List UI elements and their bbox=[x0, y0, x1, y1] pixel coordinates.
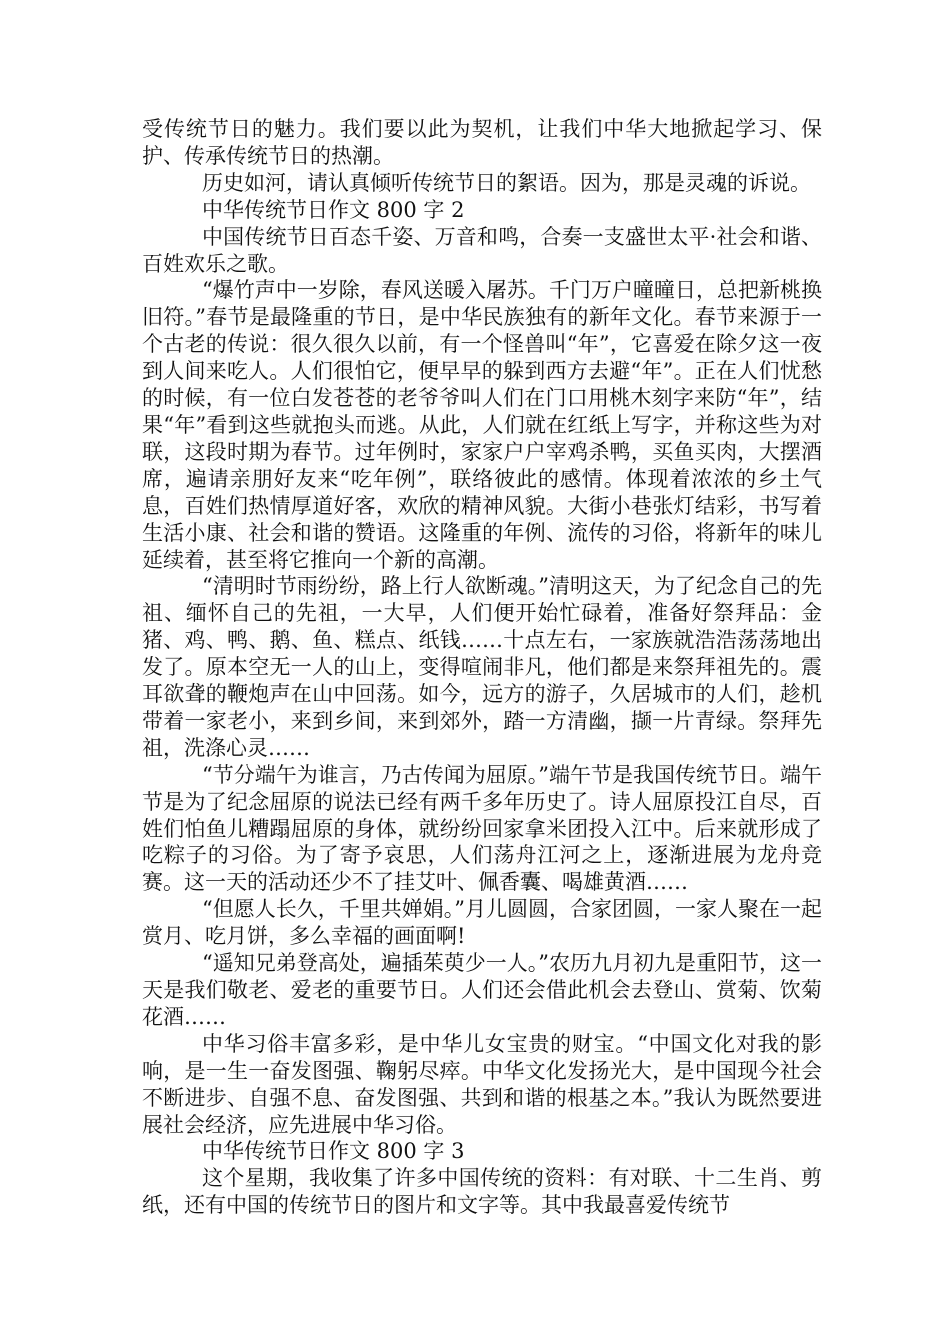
paragraph: “清明时节雨纷纷，路上行人欲断魂。”清明这天，为了纪念自己的先祖、缅怀自己的先祖，一大早，人们便开始忙碌着，准备好祭拜品：金猪、鸡、鸭、鹅、鱼、糕点、纸钱……十点左右，一家族就浩浩荡荡地出发了。原本空无一人的山上，变得喧闹非凡，他们都是来祭拜祖先的。震耳欲聋的鞭炮声在山中回荡。如今，远方的游子，久居城市的人们，趁机带着一家老小，来到乡间，来到郊外，踏一方清幽，撷一片青绿。祭拜先祖，洗涤心灵…… bbox=[142, 574, 822, 760]
paragraph: 中国传统节日百态千姿、万音和鸣，合奏一支盛世太平·社会和谐、百姓欢乐之歌。 bbox=[142, 224, 822, 276]
paragraph: 历史如河，请认真倾听传统节日的絮语。因为，那是灵魂的诉说。 bbox=[202, 170, 811, 195]
paragraph: 这个星期，我收集了许多中国传统的资料：有对联、十二生肖、剪纸，还有中国的传统节日的图片和文字等。其中我最喜爱传统节 bbox=[142, 1166, 822, 1218]
paragraph: 中华习俗丰富多彩，是中华儿女宝贵的财宝。“中国文化对我的影响，是一生一奋发图强、鞠躬尽瘁。中华文化发扬光大，是中国现今社会不断进步、自强不息、奋发图强、共到和谐的根基之本。”我认为既然要进展社会经济，应先进展中华习俗。 bbox=[142, 1031, 822, 1137]
paragraph: “遥知兄弟登高处，遍插茱萸少一人。”农历九月初九是重阳节，这一天是我们敬老、爱老的重要节日。人们还会借此机会去登山、赏菊、饮菊花酒…… bbox=[142, 951, 822, 1029]
paragraph: “爆竹声中一岁除，春风送暖入屠苏。千门万户曈曈日，总把新桃换旧符。”春节是最隆重的节日，是中华民族独有的新年文化。春节来源于一个古老的传说：很久很久以前，有一个怪兽叫“年”，它喜爱在除夕这一夜到人间来吃人。人们很怕它，便早早的躲到西方去避“年”。正在人们忧愁的时候，有一位白发苍苍的老爷爷叫人们在门口用桃木刻字来防“年”，结果“年”看到这些就抱头而逃。从此，人们就在红纸上写字，并称这些为对联，这段时期为春节。过年例时，家家户户宰鸡杀鸭，买鱼买肉，大摆酒席，遍请亲朋好友来“吃年例”，联络彼此的感情。体现着浓浓的乡土气息，百姓们热情厚道好客，欢欣的精神风貌。大街小巷张灯结彩，书写着生活小康、社会和谐的赞语。这隆重的年例、流传的习俗，将新年的味儿延续着，甚至将它推向一个新的高潮。 bbox=[142, 278, 822, 572]
section-heading: 中华传统节日作文 800 字 3 bbox=[202, 1139, 465, 1164]
section-heading: 中华传统节日作文 800 字 2 bbox=[202, 197, 465, 222]
paragraph: “节分端午为谁言，乃古传闻为屈原。”端午节是我国传统节日。端午节是为了纪念屈原的说法已经有两千多年历史了。诗人屈原投江自尽，百姓们怕鱼儿糟蹋屈原的身体，就纷纷回家拿米团投入江中。后来就形成了吃粽子的习俗。为了寄予哀思，人们荡舟江河之上，逐渐进展为龙舟竞赛。这一天的活动还少不了挂艾叶、佩香囊、喝雄黄酒…… bbox=[142, 762, 822, 895]
paragraph-continuation: 受传统节日的魅力。我们要以此为契机，让我们中华大地掀起学习、保护、传承传统节日的热潮。 bbox=[142, 117, 822, 168]
paragraph: “但愿人长久，千里共婵娟。”月儿圆圆，合家团圆，一家人聚在一起赏月、吃月饼，多么幸福的画面啊! bbox=[142, 897, 822, 949]
document-body bbox=[142, 116, 822, 1219]
